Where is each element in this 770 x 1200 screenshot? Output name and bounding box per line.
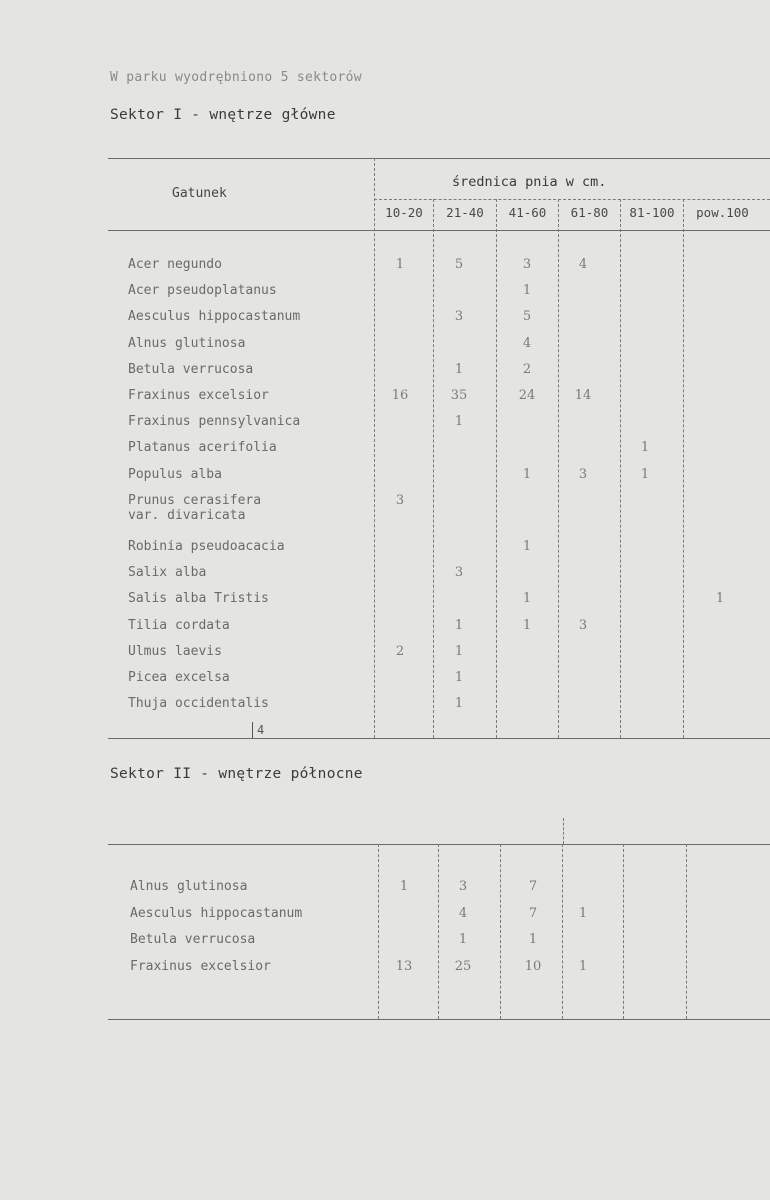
count-cell: 1 <box>454 361 464 377</box>
species-name: Fraxinus excelsior <box>130 958 271 974</box>
count-cell: 4 <box>458 905 468 921</box>
table1-col-divider <box>374 158 375 738</box>
page-number: 4 <box>257 723 265 737</box>
count-cell: 14 <box>574 388 592 403</box>
count-cell: 1 <box>522 466 532 482</box>
species-name: Salis alba Tristis <box>128 591 269 607</box>
sector1-title: Sektor I - wnętrze główne <box>110 107 336 123</box>
count-cell: 1 <box>640 440 650 456</box>
table1-bottom-rule <box>108 738 770 739</box>
page-number-tick <box>252 722 253 738</box>
table1-top-rule <box>108 158 770 159</box>
count-cell: 5 <box>454 257 464 272</box>
count-cell: 4 <box>522 335 532 351</box>
range-header: 10-20 <box>385 205 423 220</box>
count-cell: 3 <box>454 565 464 581</box>
species-name: Ulmus laevis <box>128 643 222 659</box>
count-cell: 24 <box>518 388 536 403</box>
species-name: Thuja occidentalis <box>128 696 269 712</box>
range-header: pow.100 <box>696 205 749 220</box>
species-name: Fraxinus excelsior <box>128 388 269 403</box>
species-name: Salix alba <box>128 565 207 581</box>
table1-header-rule <box>108 230 770 231</box>
table1-col-divider <box>620 199 621 738</box>
table1-col-divider <box>433 199 434 738</box>
count-cell: 1 <box>640 466 650 482</box>
count-cell: 1 <box>454 670 464 685</box>
count-cell: 1 <box>578 958 588 974</box>
species-name: Acer negundo <box>128 257 222 272</box>
table1-col-divider <box>683 199 684 738</box>
count-cell: 16 <box>391 388 409 403</box>
count-cell: 1 <box>578 905 588 921</box>
range-header: 61-80 <box>570 205 609 220</box>
count-cell: 7 <box>528 879 538 894</box>
count-cell: 1 <box>454 617 464 633</box>
count-cell: 1 <box>399 879 409 894</box>
count-cell: 13 <box>395 958 413 974</box>
species-name: Acer pseudoplatanus <box>128 283 277 299</box>
table2-top-rule <box>108 844 770 845</box>
species-name: Tilia cordata <box>128 617 230 633</box>
count-cell: 1 <box>454 643 464 659</box>
table1-col-divider <box>496 199 497 738</box>
count-cell: 35 <box>450 388 468 403</box>
species-name: Betula verrucosa <box>130 932 256 947</box>
count-cell: 5 <box>522 309 532 325</box>
species-column-header: Gatunek <box>172 186 227 201</box>
count-cell: 7 <box>528 905 538 921</box>
count-cell: 1 <box>458 932 468 947</box>
count-cell: 1 <box>454 414 464 430</box>
species-name: Platanus acerifolia <box>128 440 277 456</box>
diameter-group-header: średnica pnia w cm. <box>452 174 607 190</box>
range-header: 81-100 <box>629 205 675 220</box>
count-cell: 1 <box>715 591 725 607</box>
species-name: Populus alba <box>128 466 222 482</box>
count-cell: 1 <box>522 539 532 554</box>
table2-col-divider <box>500 844 501 1019</box>
species-name: Aesculus hippocastanum <box>130 905 303 921</box>
range-header: 21-40 <box>446 205 484 220</box>
species-name: Prunus cerasifera var. divaricata <box>128 492 262 523</box>
count-cell: 3 <box>578 466 588 482</box>
species-name: Robinia pseudoacacia <box>128 539 285 554</box>
species-name: Aesculus hippocastanum <box>128 309 301 325</box>
count-cell: 10 <box>524 958 542 974</box>
species-name: Betula verrucosa <box>128 361 254 377</box>
species-name: Fraxinus pennsylvanica <box>128 414 301 430</box>
table2-header-tick <box>563 818 564 844</box>
count-cell: 3 <box>395 492 405 508</box>
sector2-title: Sektor II - wnętrze północne <box>110 766 363 782</box>
species-name: Alnus glutinosa <box>130 879 248 894</box>
table2-col-divider <box>378 844 379 1019</box>
count-cell: 25 <box>454 958 472 974</box>
count-cell: 3 <box>458 879 468 894</box>
count-cell: 1 <box>522 617 532 633</box>
range-header: 41-60 <box>508 205 547 220</box>
table2-col-divider <box>686 844 687 1019</box>
table2-col-divider <box>562 844 563 1019</box>
species-name: Alnus glutinosa <box>128 335 246 351</box>
count-cell: 1 <box>395 257 405 272</box>
count-cell: 3 <box>522 257 532 272</box>
count-cell: 1 <box>528 932 538 947</box>
count-cell: 1 <box>522 283 532 299</box>
table2-col-divider <box>438 844 439 1019</box>
count-cell: 3 <box>578 617 588 633</box>
count-cell: 1 <box>454 696 464 712</box>
table2-col-divider <box>623 844 624 1019</box>
table2-bottom-rule <box>108 1019 770 1020</box>
count-cell: 2 <box>395 643 405 659</box>
count-cell: 1 <box>522 591 532 607</box>
intro-text: W parku wyodrębniono 5 sektorów <box>110 70 362 85</box>
table1-col-divider <box>558 199 559 738</box>
count-cell: 4 <box>578 257 588 272</box>
count-cell: 3 <box>454 309 464 325</box>
count-cell: 2 <box>522 361 532 377</box>
species-name: Picea excelsa <box>128 670 230 685</box>
